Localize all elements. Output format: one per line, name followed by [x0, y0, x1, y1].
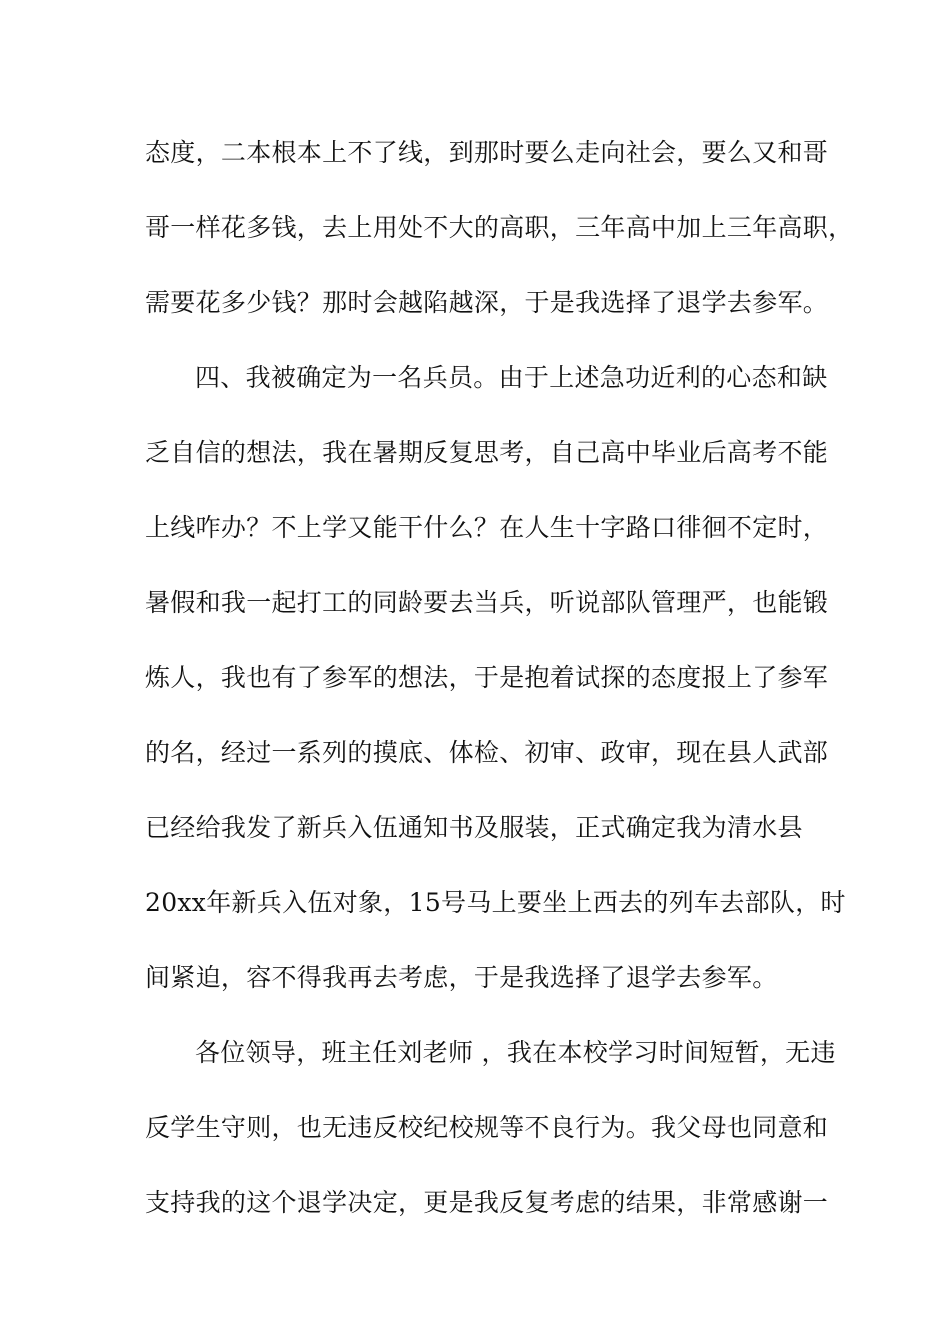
text-line: 哥一样花多钱，去上用处不大的高职，三年高中加上三年高职， — [145, 213, 854, 242]
body-text — [145, 130, 854, 1255]
text-line: 乏自信的想法，我在暑期反复思考，自己高中毕业后高考不能 — [145, 438, 829, 467]
text-line: 20xx年新兵入伍对象，15号马上要坐上西去的列车去部队，时 — [145, 888, 846, 917]
text-line: 反学生守则，也无违反校纪校规等不良行为。我父母也同意和 — [145, 1113, 829, 1142]
text-line: 需要花多少钱？那时会越陷越深，于是我选择了退学去参军。 — [145, 288, 829, 317]
text-line: 暑假和我一起打工的同龄要去当兵，听说部队管理严，也能锻 — [145, 588, 829, 617]
text-line: 炼人，我也有了参军的想法，于是抱着试探的态度报上了参军 — [145, 663, 829, 692]
text-line: 支持我的这个退学决定，更是我反复考虑的结果，非常感谢一 — [145, 1188, 829, 1217]
text-line: 的名，经过一系列的摸底、体检、初审、政审，现在县人武部 — [145, 738, 829, 767]
paragraph-start-line: 四、我被确定为一名兵员。由于上述急功近利的心态和缺 — [195, 363, 828, 392]
text-line: 态度，二本根本上不了线，到那时要么走向社会，要么又和哥 — [145, 138, 829, 167]
text-line: 上线咋办？不上学又能干什么？在人生十字路口徘徊不定时， — [145, 513, 829, 542]
text-line: 已经给我发了新兵入伍通知书及服装，正式确定我为清水县 — [145, 813, 803, 842]
paragraph-start-line: 各位领导，班主任刘老师 ，我在本校学习时间短暂，无违 — [195, 1038, 836, 1067]
text-line: 间紧迫，容不得我再去考虑，于是我选择了退学去参军。 — [145, 963, 778, 992]
